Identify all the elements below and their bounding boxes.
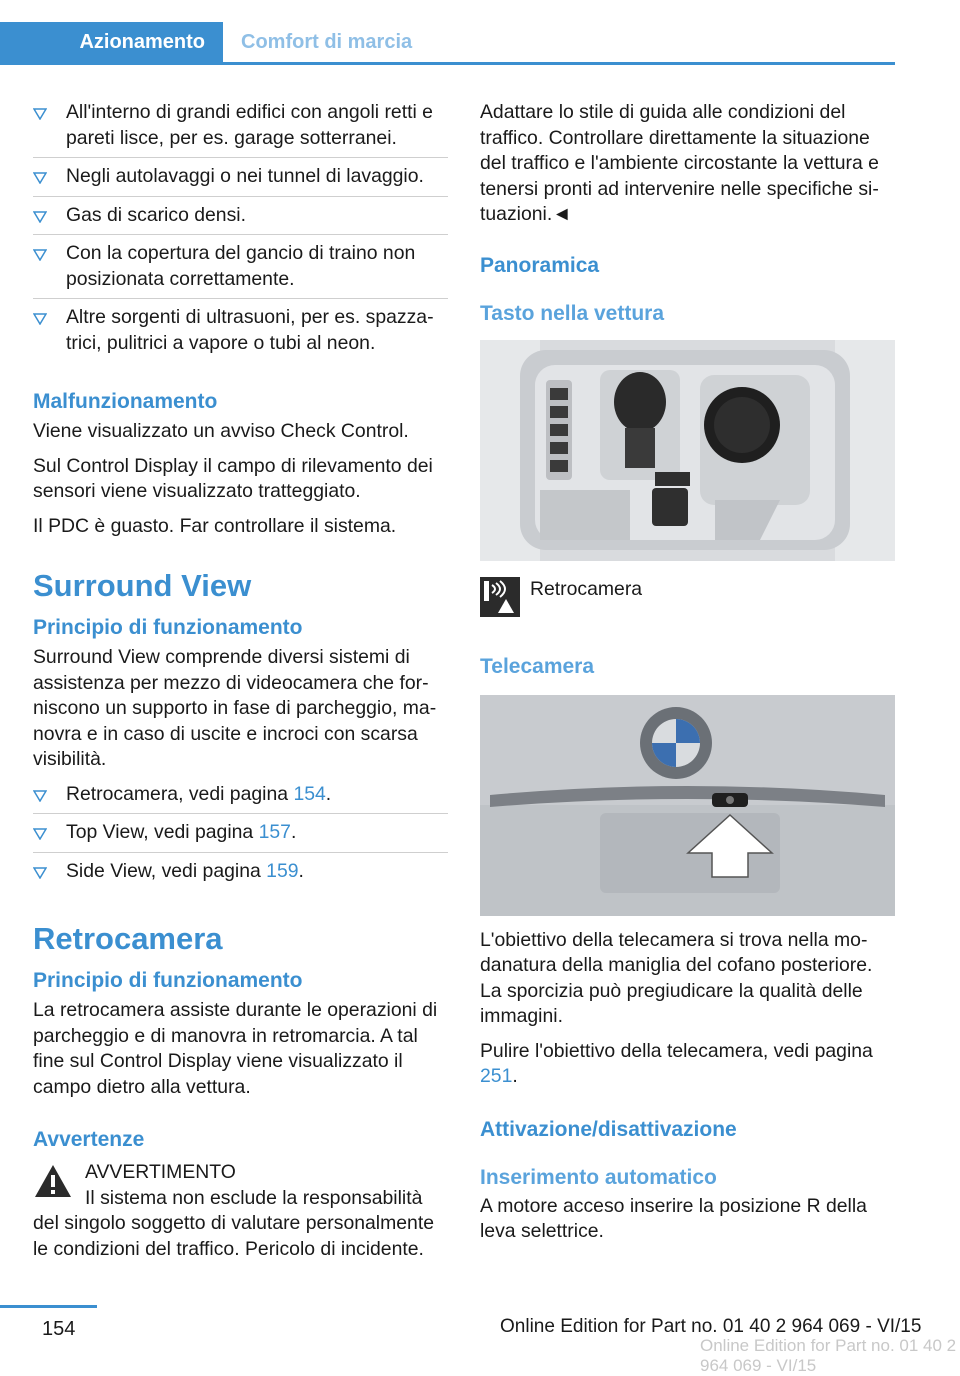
- retrocamera-button-row: [480, 577, 895, 617]
- list-item-text: Altre sorgenti di ultrasuoni, per es. spazzatrici, pulitrici a vapore o tubi al neon.: [66, 306, 434, 354]
- retrocamera-button-label: Retrocamera: [530, 577, 643, 600]
- list-item-text: Retrocamera, vedi pagina: [66, 782, 294, 805]
- retro-principle-heading: Principio di funzionamento: [33, 969, 303, 992]
- watermark: Online Edition for Part no. 01 40 2 964 069 - VI/15: [700, 1336, 957, 1375]
- tailgate-camera-photo: [480, 695, 895, 916]
- camera-text-2: [480, 1039, 895, 1090]
- triangle-bullet-icon: [33, 313, 47, 325]
- retrocamera-heading: Retrocamera: [33, 921, 223, 956]
- page-link-157[interactable]: 157: [258, 821, 291, 843]
- triangle-bullet-icon: [33, 249, 47, 261]
- triangle-bullet-icon: [33, 867, 47, 879]
- list-item-text: Gas di scarico densi.: [66, 203, 246, 226]
- camera-text-1: L'obiettivo della telecamera si trova nella modanatura della maniglia del cofano posteriore. La sporcizia può pregiudicare la qualità delle immagini.: [480, 928, 873, 1027]
- list-item: [33, 859, 448, 891]
- malfunction-text-2: Sul Control Display il campo di rilevamento dei sensori viene visualizzato tratteggiato.: [33, 454, 433, 502]
- right-intro-text: Adattare lo stile di guida alle condizioni del traffico. Controllare direttamente la situazione del traffico e l'ambiente circostante la vettura e tenersi pronti ad intervenire nelle specifiche situazioni.◄: [480, 101, 879, 225]
- list-item: [33, 820, 448, 853]
- list-item-end: .: [290, 821, 297, 843]
- malfunction-text-3: Il PDC è guasto. Far controllare il sistema.: [33, 514, 397, 537]
- camera-heading: Telecamera: [480, 654, 595, 678]
- malfunction-heading: Malfunzionamento: [33, 390, 218, 413]
- auto-insert-text: A motore acceso inserire la posizione R della leva selettrice.: [480, 1194, 867, 1242]
- triangle-bullet-icon: [33, 172, 47, 184]
- list-item: [33, 100, 448, 158]
- malfunction-text-1: Viene visualizzato un avviso Check Control.: [33, 420, 409, 442]
- page-number: 154: [42, 1318, 76, 1340]
- edition-text: Online Edition for Part no. 01 40 2 964 069 - VI/15: [500, 1316, 922, 1337]
- list-item: [33, 305, 448, 362]
- list-item-end: .: [298, 859, 304, 882]
- surround-view-heading: Surround View: [33, 568, 252, 603]
- intro-bullet-list: [33, 100, 448, 362]
- tab-azionamento[interactable]: Azionamento: [0, 22, 223, 62]
- triangle-bullet-icon: [33, 790, 47, 802]
- list-item-text: Top View, vedi pagina: [66, 821, 259, 843]
- parking-camera-icon: [480, 577, 520, 617]
- overview-heading: Panoramica: [480, 253, 600, 277]
- list-item-end: .: [325, 782, 332, 805]
- warning-triangle-icon: [33, 1163, 73, 1199]
- console-photo: [480, 340, 895, 561]
- warnings-heading: Avvertenze: [33, 1128, 145, 1151]
- triangle-bullet-icon: [33, 211, 47, 223]
- button-heading: Tasto nella vettura: [480, 301, 664, 325]
- warning-block: [33, 1160, 448, 1186]
- surround-principle-text: Surround View comprende diversi sistemi di assistenza per mezzo di videocamera che forniscono un supporto in fase di parcheggio, manovra e in caso di uscite e incroci con scarsa visibilità.: [33, 646, 437, 770]
- triangle-bullet-icon: [33, 828, 47, 840]
- page-link-154[interactable]: 154: [293, 782, 326, 805]
- page-link-159[interactable]: 159: [266, 859, 299, 882]
- page-link-251[interactable]: 251: [480, 1065, 513, 1087]
- list-item-text: All'interno di grandi edifici con angoli retti e pareti lisce, per es. garage sotterranei.: [66, 101, 433, 149]
- list-item-text: Negli autolavaggi o nei tunnel di lavaggio.: [66, 165, 424, 187]
- left-column: [33, 100, 448, 1271]
- warning-title: AVVERTIMENTO: [85, 1161, 236, 1183]
- list-item: [33, 782, 448, 815]
- camera-text-2-main: Pulire l'obiettivo della telecamera, vedi pagina: [480, 1039, 873, 1062]
- activation-heading: Attivazione/disattivazione: [480, 1117, 737, 1141]
- list-item-text: Side View, vedi pagina: [66, 859, 267, 882]
- footer-rule: [0, 1305, 97, 1308]
- warning-text: Il sistema non esclude la responsabilità del singolo soggetto di valutare personalmente le condizioni del traffico. Pericolo di incidente.: [33, 1186, 435, 1260]
- auto-insert-heading: Inserimento automatico: [480, 1165, 717, 1189]
- tab-comfort-di-marcia[interactable]: Comfort di marcia: [241, 30, 413, 53]
- chapter-tabs: [0, 0, 895, 65]
- surround-link-list: [33, 782, 448, 891]
- list-item: [33, 203, 448, 236]
- camera-text-2-end: .: [512, 1065, 518, 1087]
- list-item: [33, 241, 448, 299]
- list-item: [33, 164, 448, 197]
- triangle-bullet-icon: [33, 108, 47, 120]
- list-item-text: Con la copertura del gancio di traino non posizionata correttamente.: [66, 242, 416, 290]
- right-column: [480, 100, 895, 1254]
- surround-principle-heading: Principio di funzionamento: [33, 616, 303, 639]
- retro-principle-text: La retrocamera assiste durante le operazioni di parcheggio e di manovra in retromarcia. A tal fine sul Control Display viene visualizzato il campo dietro alla vettura.: [33, 999, 438, 1098]
